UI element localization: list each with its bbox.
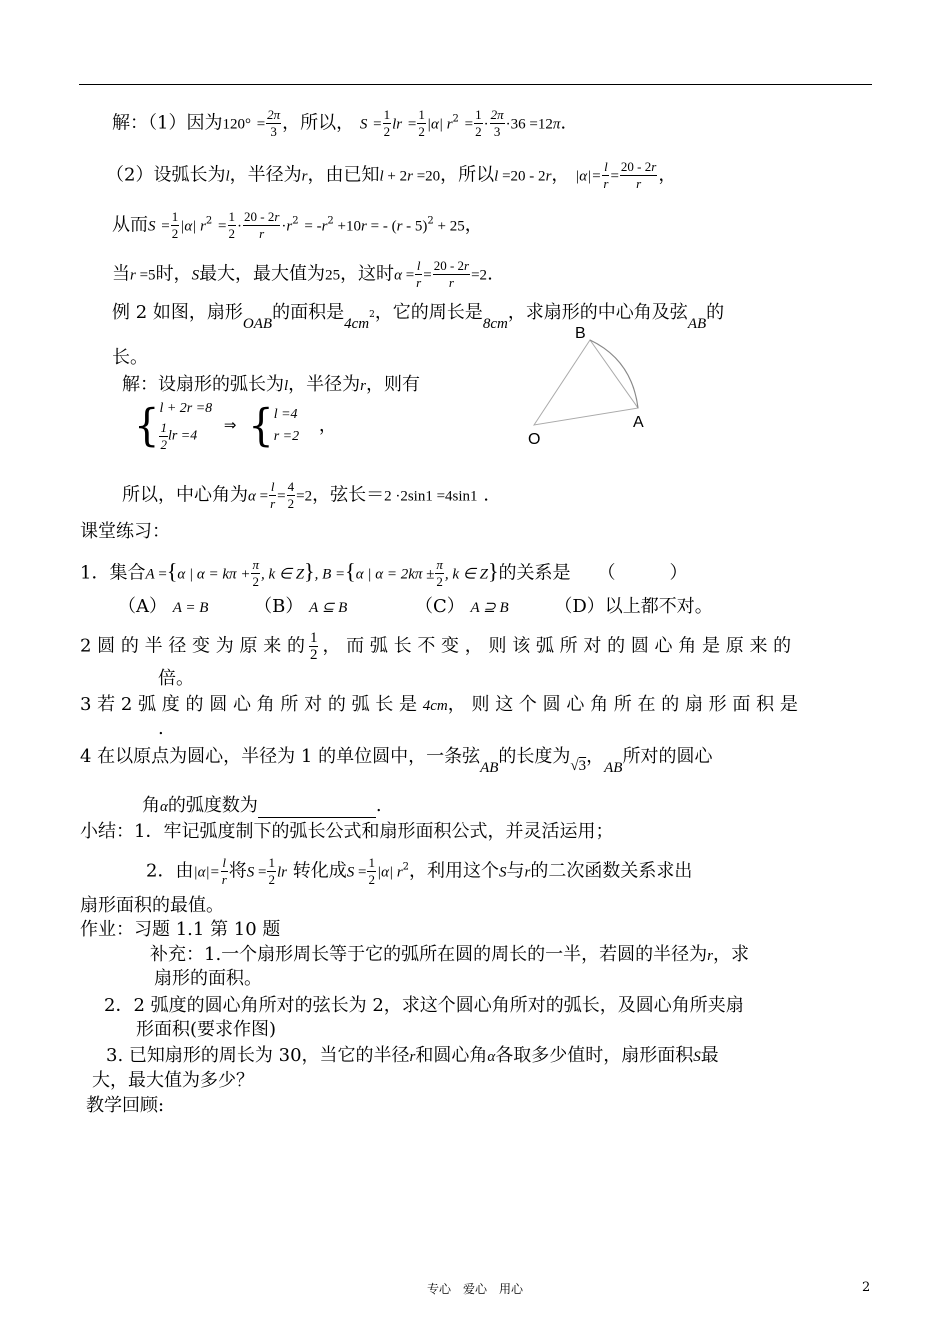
- equation-system: {l + 2r =8 $\frac{1}{2}$ lr =4 ⇒ {l =4 r =2 ，: [134, 400, 337, 452]
- label-A: A: [633, 414, 644, 431]
- example-2: 例 2 如图，扇形$_{OAB}$的面积是$_{4cm}^2$，它的周长是$_{8cm}$，求扇形的中心角及弦$_{AB}$的: [112, 302, 725, 332]
- practice-heading: 课堂练习：: [80, 521, 170, 542]
- summary-1: 小结：1．牢记弧度制下的弧长公式和扇形面积公式，并灵活运用；: [80, 821, 614, 842]
- summary-3: 扇形面积的最值。: [80, 895, 224, 916]
- practice-q3: 3 若 2 弧 度 的 圆 心 角 所 对 的 弧 长 是 4cm， 则 这 个 圆 心 角 所 在 的 扇 形 面 积 是: [80, 694, 798, 715]
- solution-2-intro: 解：设扇形的弧长为l，半径为r，则有: [122, 374, 421, 395]
- label-O: O: [528, 431, 541, 448]
- answer-blank[interactable]: [258, 799, 376, 818]
- sector-triangle: [534, 340, 638, 425]
- homework-heading: 作业：习题 1.1 第 10 题: [80, 919, 281, 940]
- solution-part1: 解：（1）因为120° = $\frac{2\pi}{3}$ ，所以， S = $\frac{1}{2}$ lr = $\frac{1}{2}$ |α| $r^2$ = $\frac{1}{2}$ · $\frac{2\pi}{3}$ ·36 =12π.: [112, 107, 567, 139]
- practice-q2: 2 圆 的 半 径 变 为 原 来 的 $\frac{1}{2}$ ， 而 弧 长 不 变 ， 则 该 弧 所 对 的 圆 心 角 是 原 来 的: [80, 630, 792, 663]
- page-footer: 专心 爱心 用心: [426, 1282, 523, 1296]
- homework-3-continued: 大，最大值为多少？: [92, 1070, 254, 1091]
- homework-1: 补充：1.一个扇形周长等于它的弧所在圆的周长的一半，若圆的半径为r，求: [150, 944, 750, 965]
- practice-q1: 1．集合A ={α | α = kπ + $\frac{\pi}{2}$ , k ∈ Z}, B ={α | α = 2kπ ± $\frac{\pi}{2}$ , k ∈ Z}的关系是 （ ）: [80, 557, 688, 589]
- homework-3: 3. 已知扇形的周长为 30，当它的半径r和圆心角α各取多少值时，扇形面积S最: [106, 1045, 719, 1066]
- solution-2-result: 所以，中心角为α = $\frac{l}{r}$ = $\frac{4}{2}$ =2，弦长＝2 ·2sin1 =4sin1 .: [122, 479, 490, 511]
- solution-area-expression: 从而S = $\frac{1}{2}$ |α| $r^2$ = $\frac{1}{2}$ · $\frac{20 - 2r}{r}$ $\cdot r^2 = -r^2 +10r$ = - (r - 5)$^2$ + 25，: [112, 209, 483, 241]
- practice-q3-continued: .: [158, 718, 164, 739]
- label-B: B: [575, 325, 586, 342]
- solution-part2: （2）设弧长为l，半径为r，由已知l + 2r =20，所以l =20 - 2r， |α|= $\frac{l}{r}$ = $\frac{20 - 2r}{r}$ ，: [106, 159, 677, 191]
- solution-maximum: 当r =5时，S最大，最大值为25，这时α = $\frac{l}{r}$ = $\frac{20 - 2r}{r}$ =2.: [112, 258, 493, 290]
- practice-q4: 4 在以原点为圆心，半径为 1 的单位圆中，一条弦$_{AB}$的长度为$_{√3}$，$_{AB}$所对的圆心: [80, 746, 713, 776]
- practice-q1-options: （A） A = B （B） A ⊆ B （C） A ⊇ B （D）以上都不对。: [118, 596, 713, 617]
- summary-2: 2．由|α|= $\frac{l}{r}$ 将S = $\frac{1}{2}$ lr 转化成S = $\frac{1}{2}$ |α| $r^2$，利用这个S与r的二次函数关系求出: [146, 855, 693, 887]
- homework-1-continued: 扇形的面积。: [154, 968, 262, 989]
- practice-q2-continued: 倍。: [158, 668, 194, 689]
- practice-q4-continued: 角α的弧度数为 .: [142, 795, 382, 816]
- header-rule: [79, 84, 872, 85]
- sector-figure: [520, 320, 660, 450]
- homework-2-continued: 形面积(要求作图): [136, 1019, 277, 1040]
- page-number: 2: [862, 1280, 871, 1295]
- homework-2: 2．2 弧度的圆心角所对的弦长为 2，求这个圆心角所对的弧长，及圆心角所夹扇: [104, 995, 744, 1016]
- example-2-continued: 长。: [112, 347, 148, 368]
- teaching-review: 教学回顾:: [86, 1095, 165, 1116]
